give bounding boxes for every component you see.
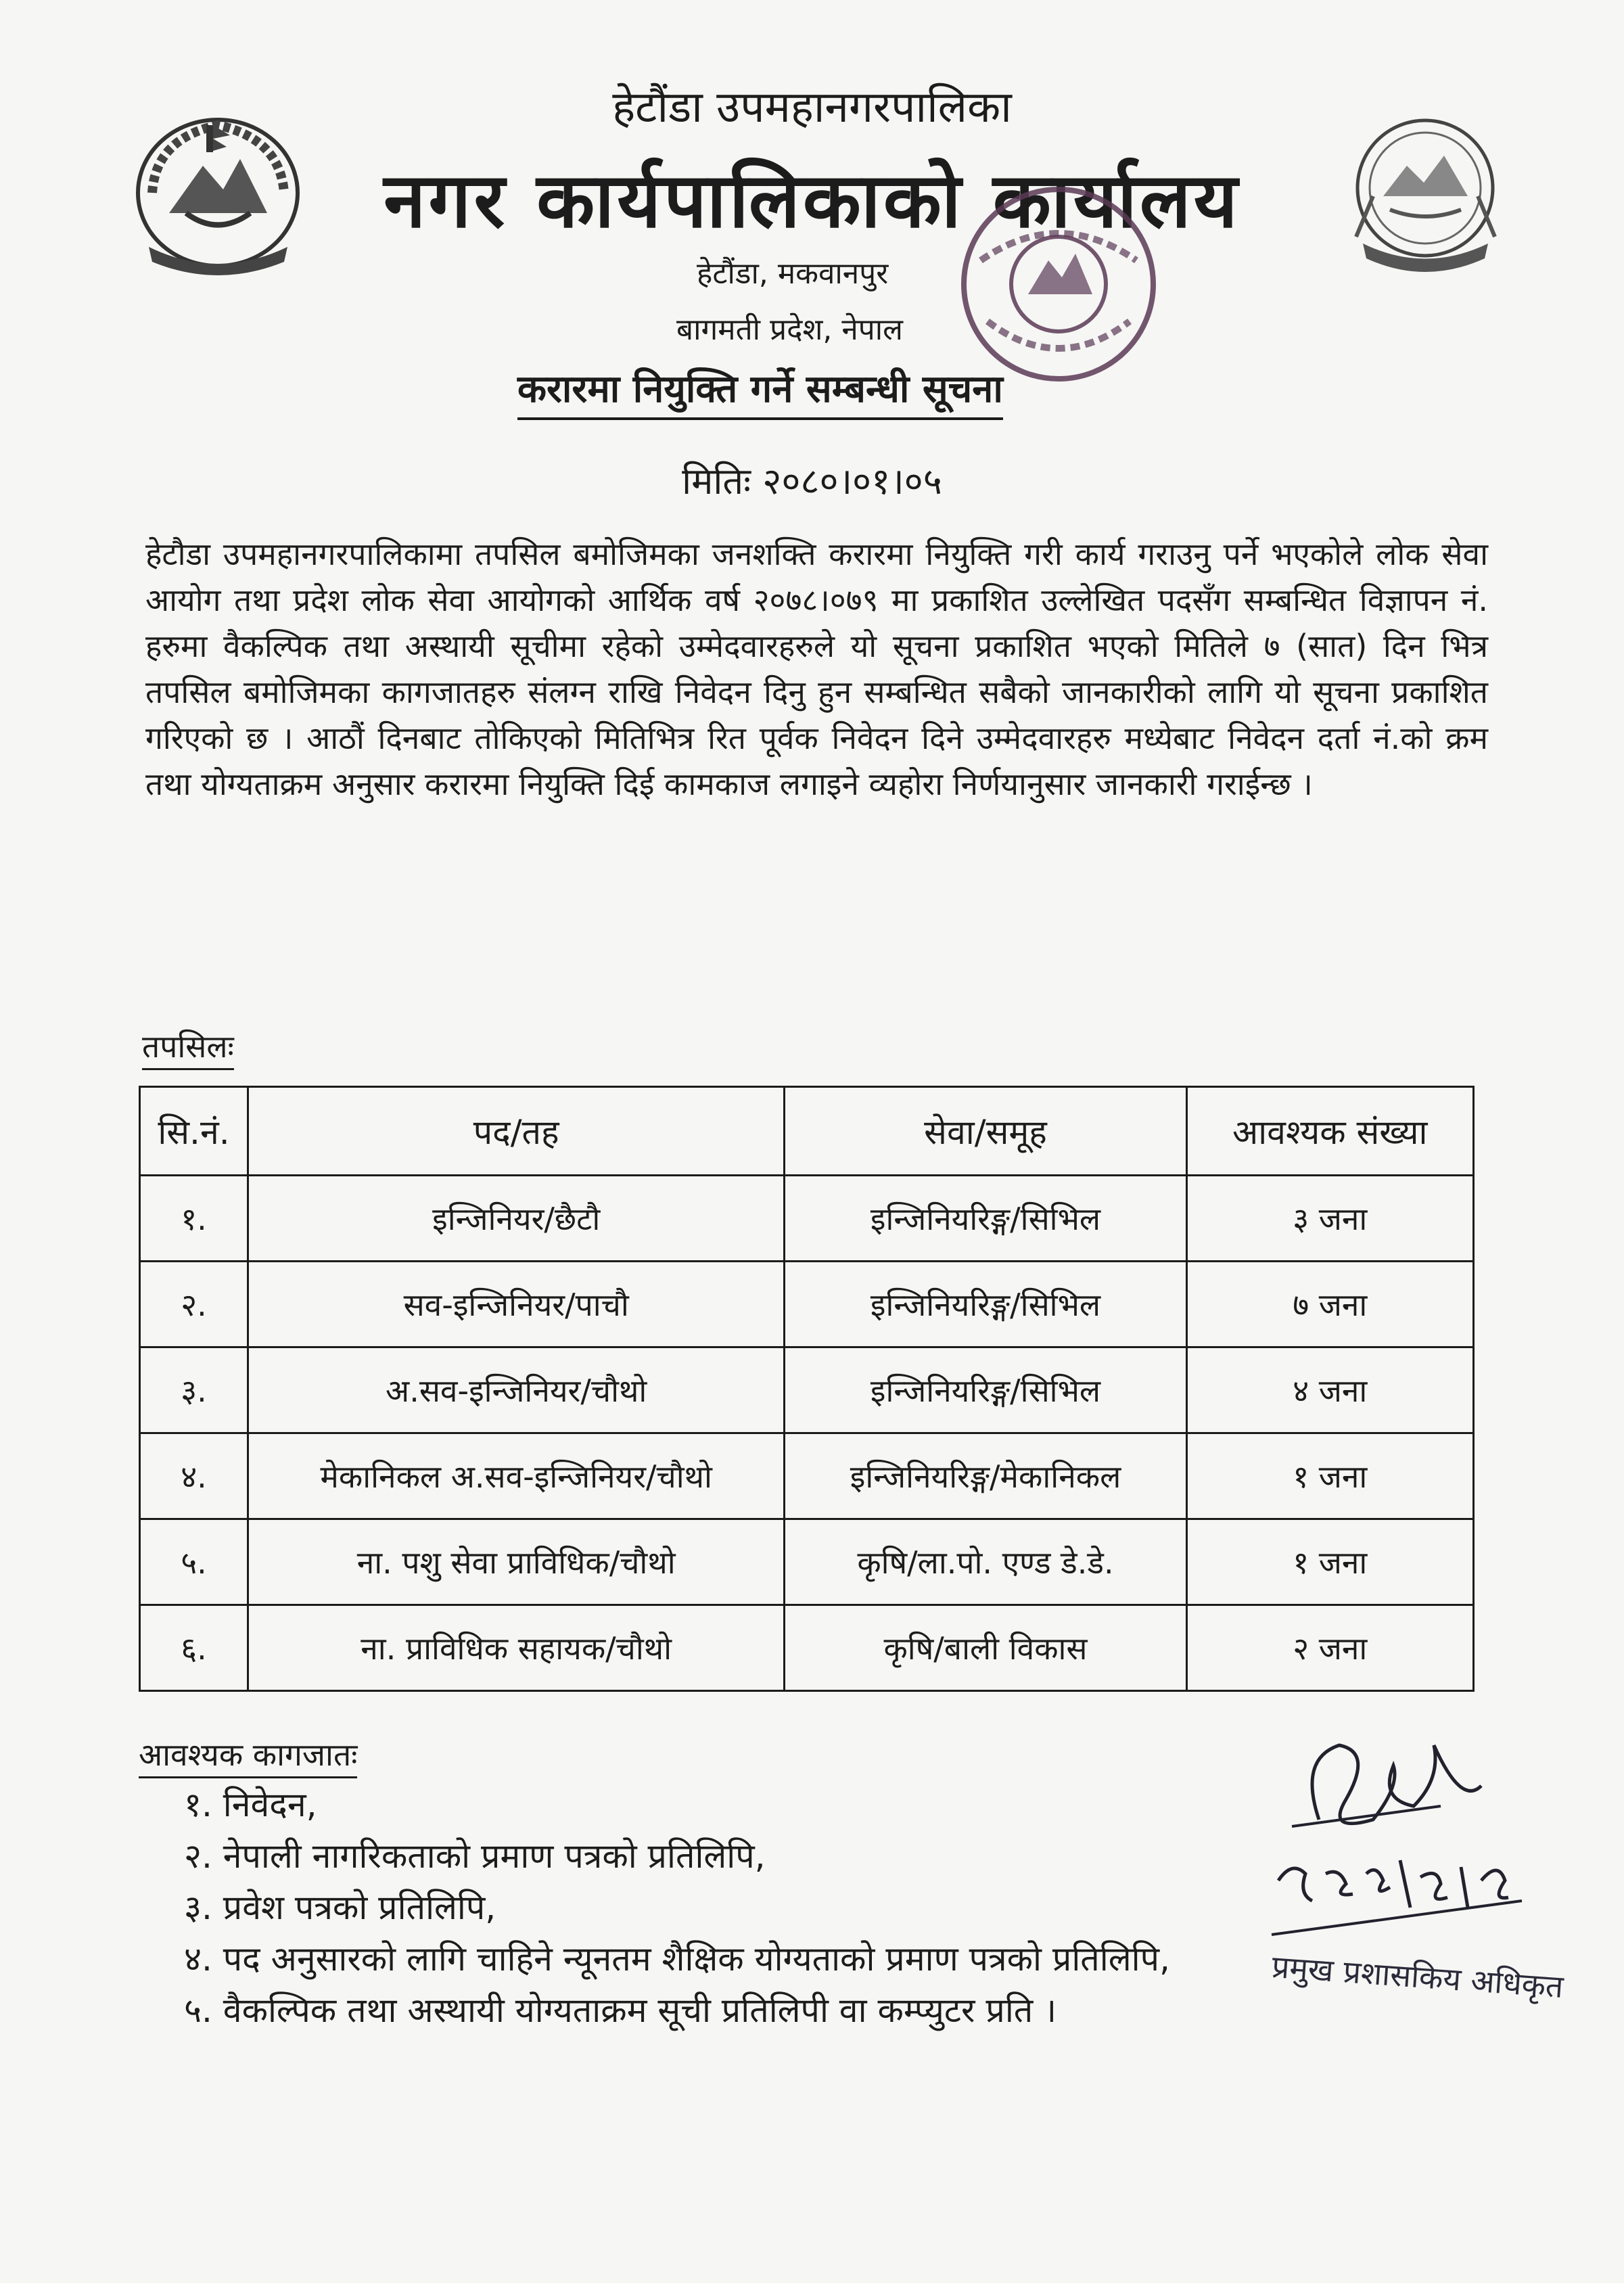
position-cell: अ.सव-इन्जिनियर/चौथो [248,1347,785,1433]
position-cell: ना. पशु सेवा प्राविधिक/चौथो [248,1519,785,1605]
position-cell: मेकानिकल अ.सव-इन्जिनियर/चौथो [248,1433,785,1519]
position-cell: सव-इन्जिनियर/पाचौ [248,1262,785,1347]
count-cell: १ जना [1186,1519,1473,1605]
table-row [140,1433,1474,1519]
positions-table [139,1086,1475,1692]
column-header-count: आवश्यक संख्या [1186,1087,1473,1176]
count-cell: ३ जना [1186,1176,1473,1262]
official-stamp-icon [954,179,1163,389]
notice-subject: करारमा नियुक्ति गर्ने सम्बन्धी सूचना [517,362,1003,420]
serial-cell: २. [140,1262,248,1347]
required-documents-list [184,1779,1170,2036]
table-row [140,1605,1474,1691]
office-title: नगर कार्यपालिकाको कार्यालय [384,157,1240,245]
service-cell: कृषि/ला.पो. एण्ड डे.डे. [785,1519,1186,1605]
position-cell: इन्जिनियर/छैटौ [248,1176,785,1262]
serial-cell: ६. [140,1605,248,1691]
details-label: तपसिलः [142,1025,234,1070]
count-cell: ४ जना [1186,1347,1473,1433]
service-cell: इन्जिनियरिङ्ग/सिभिल [785,1347,1186,1433]
column-header-serial: सि.नं. [140,1087,248,1176]
column-header-position: पद/तह [248,1087,785,1176]
service-cell: इन्जिनियरिङ्ग/सिभिल [785,1262,1186,1347]
notice-body: हेटौडा उपमहानगरपालिकामा तपसिल बमोजिमका जनशक्ति करारमा नियुक्ति गरी कार्य गराउनु पर्ने भएकोले लोक सेवा आयोग तथा प्रदेश लोक सेवा आयोगको आर्थिक वर्ष २०७८।०७९ मा प्रकाशित उल्लेखित पदसँग सम्बन्धित विज्ञापन नं. हरुमा वैकल्पिक तथा अस्थायी सूचीमा रहेको उम्मेदवारहरुले यो सूचना प्रकाशित भएको मितिले ७ (सात) दिन भित्र तपसिल बमोजिमका कागजातहरु संलग्न राखि निवेदन दिनु हुन सम्बन्धित सबैको जानकारीको लागि यो सूचना प्रकाशित गरिएको छ । आठौं दिनबाट तोकिएको मितिभित्र रित पूर्वक निवेदन दिने उम्मेदवारहरु मध्येबाट निवेदन दर्ता नं.को क्रम तथा योग्यताक्रम अनुसार करारमा नियुक्ति दिई कामकाज लगाइने व्यहोरा निर्णयानुसार जानकारी गराईन्छ । [145,536,1488,802]
list-item: ४. पद अनुसारको लागि चाहिने न्यूनतम शैक्षिक योग्यताको प्रमाण पत्रको प्रतिलिपि, [184,1939,1170,1979]
signatory-title: प्रमुख प्रशासकिय अधिकृत [1270,1948,1565,2005]
table-row [140,1176,1474,1262]
table-header-row [140,1087,1474,1176]
service-cell: इन्जिनियरिङ्ग/सिभिल [785,1176,1186,1262]
list-item: ३. प्रवेश पत्रको प्रतिलिपि, [184,1888,496,1927]
table-row [140,1519,1474,1605]
serial-cell: ४. [140,1433,248,1519]
count-cell: ७ जना [1186,1262,1473,1347]
municipality-name: हेटौंडा उपमहानगरपालिका [612,83,1012,133]
required-documents-title: आवश्यक कागजातः [139,1733,357,1778]
notice-date: मितिः २०८०।०१।०५ [682,460,942,503]
table-row [140,1347,1474,1433]
position-cell: ना. प्राविधिक सहायक/चौथो [248,1605,785,1691]
serial-cell: ३. [140,1347,248,1433]
serial-cell: १. [140,1176,248,1262]
address-line-1: हेटौंडा, मकवानपुर [697,256,889,291]
column-header-service: सेवा/समूह [785,1087,1186,1176]
table-row [140,1262,1474,1347]
service-cell: इन्जिनियरिङ्ग/मेकानिकल [785,1433,1186,1519]
list-item: १. निवेदन, [184,1785,317,1824]
address-line-2: बागमती प्रदेश, नेपाल [676,313,903,347]
list-item: २. नेपाली नागरिकताको प्रमाण पत्रको प्रतिलिपि, [184,1837,766,1876]
count-cell: १ जना [1186,1433,1473,1519]
list-item: ५. वैकल्पिक तथा अस्थायी योग्यताक्रम सूची प्रतिलिपी वा कम्प्युटर प्रति । [184,1991,1057,2030]
service-cell: कृषि/बाली विकास [785,1605,1186,1691]
serial-cell: ५. [140,1519,248,1605]
count-cell: २ जना [1186,1605,1473,1691]
